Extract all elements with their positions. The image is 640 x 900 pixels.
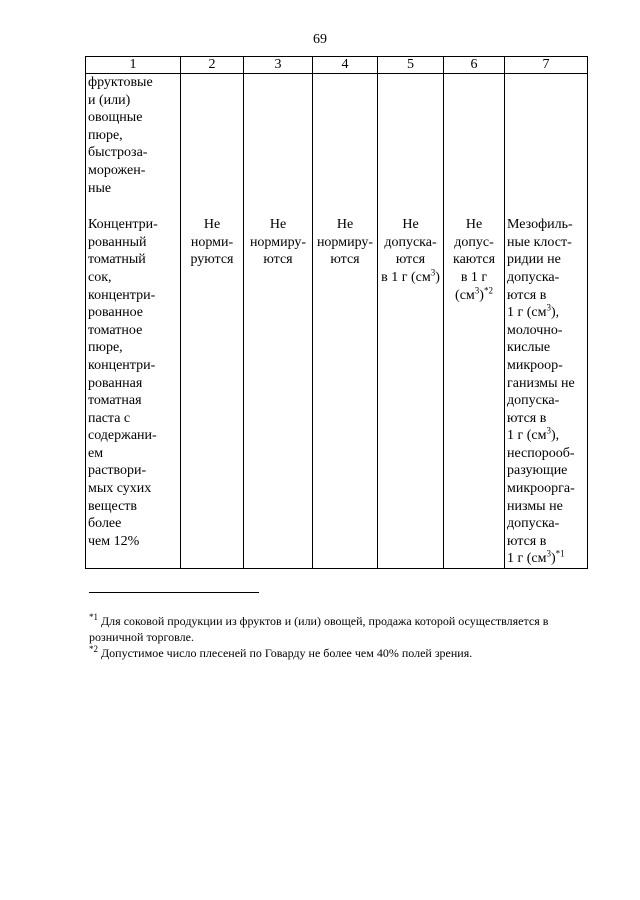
footnote-mark: *2 [89,644,98,654]
norm-text-part2: молочно- кислые микроор- ганизмы не допуска- ются в [507,322,575,426]
footnote-separator [89,592,259,593]
page-number: 69 [313,32,327,47]
unit-text: 1 г $(см^3)$, [507,425,560,444]
norm-cell-col2 [181,216,244,568]
column-header: 4 [313,57,378,74]
norm-cell-col5 [378,216,444,568]
table-row-continuation [86,74,588,217]
footnotes [89,613,589,661]
norm-text-part1: Мезофиль- ные клост- ридии не допуска- ются в [507,217,573,303]
unit-text: в 1 г $(см^3)$ [381,267,440,285]
product-name-cell [86,74,181,217]
norm-cell-col6 [444,216,505,568]
footnote-text: Допустимое число плесеней по Говарду не более чем 40% полей зрения. [98,646,473,660]
footnote-ref: *1 [555,548,565,559]
unit-text: 1 г $(см^3)$, [507,302,560,321]
unit-text: 1 г $(см^3)^{*1}$ [507,548,565,567]
footnote-text: Для соковой продукции из фруктов и (или) овощей, продажа которой осуществляется в розничной торговле. [89,614,549,644]
footnote-1 [89,613,589,645]
norm-text-part3: неспорооб- разующие микроорга- низмы не допуска- ются в [507,445,575,549]
column-header: 7 [505,57,588,74]
footnote-2 [89,645,589,661]
product-name-cell [86,216,181,568]
norm-value: Не допуска- ются [384,217,437,268]
column-header: 1 [86,57,181,74]
norm-value: Не нормиру- ются [249,217,307,268]
norm-cell-col7 [505,216,588,568]
norm-cell-col4 [313,216,378,568]
footnote-mark: *1 [89,612,98,622]
column-header: 2 [181,57,244,74]
norm-value: Не нормиру- ются [316,217,374,268]
product-name-continued: фруктовые и (или) овощные пюре, быстроза- морожен- ные [88,75,153,196]
norms-table [85,56,588,569]
column-header: 6 [444,57,505,74]
norm-cell-col3 [244,216,313,568]
unit-text: $(см^3)^{*2}$ [455,284,493,303]
table-header-row [86,57,588,74]
column-header: 3 [244,57,313,74]
footnote-ref: *2 [483,284,493,295]
product-name: Концентри- рованный томатный сок, концентри- рованное томатное пюре, концентри- рованная томатная паста с содержани- ем раствори- мых сухих веществ более чем 12% [88,217,158,549]
table-row [86,216,588,568]
column-header: 5 [378,57,444,74]
norm-value: Не допус- каются в 1 г [452,217,496,285]
norm-value: Не норми- руются [190,217,234,268]
